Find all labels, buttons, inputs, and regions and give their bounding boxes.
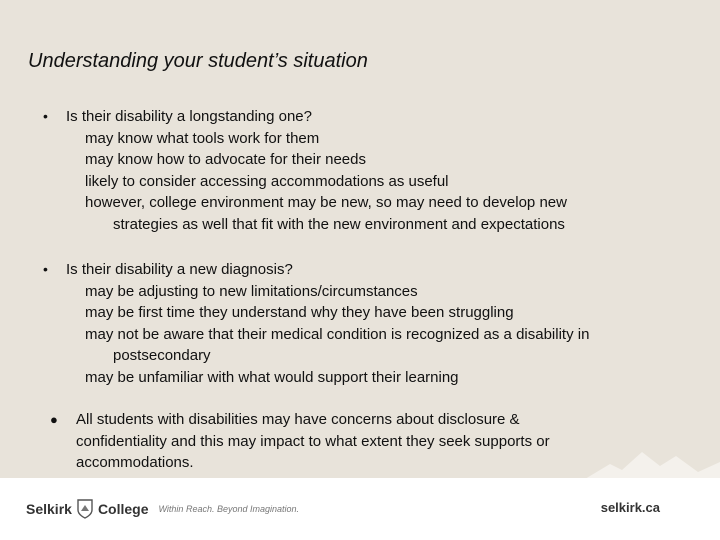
- bullet-heading: Is their disability a new diagnosis?: [66, 261, 293, 278]
- mountain-graphic: [580, 448, 720, 482]
- bullet-heading: Is their disability a longstanding one?: [66, 108, 312, 125]
- sub-line: may be unfamiliar with what would support their learning: [85, 368, 459, 386]
- bullet-marker: •: [43, 261, 48, 277]
- sub-line-continuation: strategies as well that fit with the new environment and expectations: [113, 215, 565, 233]
- sub-line-continuation: postsecondary: [113, 347, 211, 364]
- logo-word-left: Selkirk: [26, 501, 72, 517]
- college-logo[interactable]: [26, 496, 299, 522]
- website-link[interactable]: selkirk.ca: [600, 500, 660, 515]
- tagline: Within Reach. Beyond Imagination.: [158, 504, 300, 514]
- logo-word-right: College: [97, 501, 149, 517]
- sub-line: may be adjusting to new limitations/circumstances: [85, 282, 418, 300]
- disclosure-note: [0, 409, 550, 474]
- footer: [0, 478, 720, 540]
- bullet-new-diagnosis: [0, 259, 589, 388]
- note-line: accommodations.: [76, 454, 194, 471]
- slide-title: Understanding your student’s situation: [28, 50, 368, 72]
- crest-icon: [77, 499, 93, 519]
- sub-line: may know how to advocate for their needs: [85, 151, 366, 168]
- sub-line: however, college environment may be new, so may need to develop new: [85, 194, 567, 211]
- sub-line: may know what tools work for them: [85, 129, 320, 147]
- sub-line: may not be aware that their medical condition is recognized as a disability in: [85, 325, 590, 343]
- bullet-marker: •: [43, 108, 48, 124]
- sub-line: likely to consider accessing accommodations as useful: [85, 172, 449, 190]
- note-line: All students with disabilities may have concerns about disclosure &: [76, 411, 520, 428]
- sub-line: may be first time they understand why they have been struggling: [85, 304, 514, 321]
- bullet-longstanding: [0, 106, 567, 235]
- note-marker: ●: [50, 412, 58, 427]
- note-line: confidentiality and this may impact to what extent they seek supports or: [76, 432, 550, 450]
